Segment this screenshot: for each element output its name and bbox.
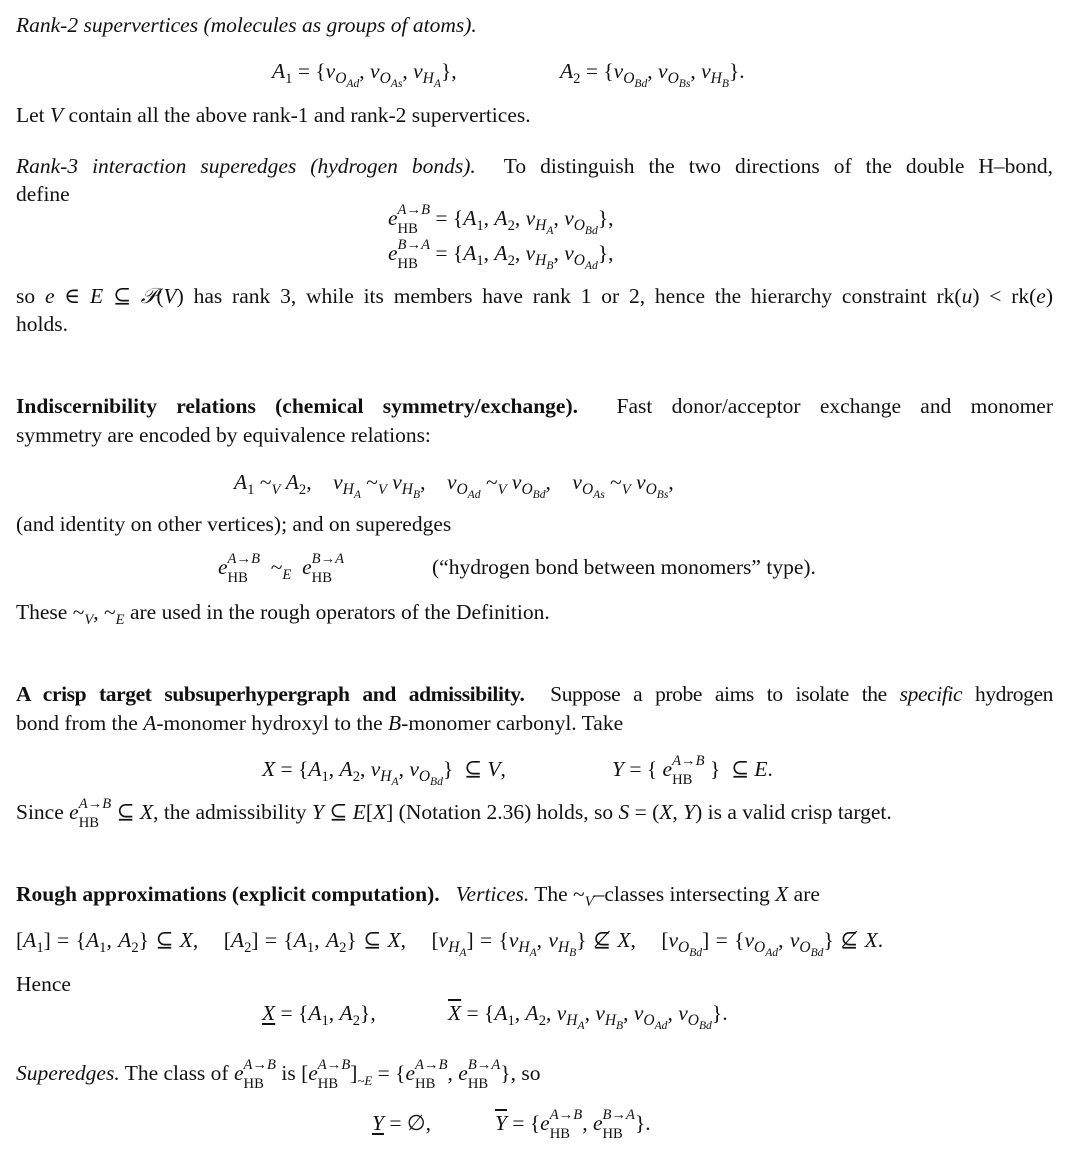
- rank2-heading: Rank-2 supervertices (molecules as groups of atoms).: [16, 13, 477, 37]
- rough-hence: Hence: [16, 972, 71, 996]
- indisc-intro-text: Fast donor/acceptor exchange and monomer: [616, 394, 1054, 418]
- rank3-after-line2: holds.: [16, 312, 68, 336]
- vertices-text-b: –classes intersecting: [593, 882, 770, 906]
- crisp-since-b: , the admissibility: [153, 800, 307, 824]
- rank2-after-text: Let V contain all the above rank-1 and rank-2 supervertices.: [16, 103, 531, 127]
- equation-lower-X: $X = \{A_1$, $A_2$},: [262, 1001, 376, 1030]
- superedges-text-c: , so: [510, 1061, 541, 1085]
- rank3-intro-line1: [16, 153, 1053, 181]
- crisp-since-d: is a valid crisp target.: [707, 800, 892, 824]
- superedges-label: Superedges.: [16, 1061, 120, 1085]
- indisc-mid-text: (and identity on other vertices); and on superedges: [16, 512, 452, 536]
- rank3-heading: Rank-3 interaction superedges (hydrogen bonds).: [16, 154, 476, 178]
- crisp-heading: A crisp target subsuperhypergraph and admissibility.: [16, 682, 525, 706]
- crisp-since-a: Since: [16, 800, 64, 824]
- crisp-intro2-b: -monomer hydroxyl to the: [156, 711, 383, 735]
- vertices-text-c: are: [793, 882, 820, 906]
- equation-A2: $A_2 = \{v_{O_{Bd}}$, $v_{O_{Bs}}$, $v_{H_B}$}.: [560, 59, 745, 91]
- equation-upper-X: $\overline{X} = \{A_1$, $A_2$, $v_{H_A}$, $v_{H_B}$, $v_{O_{Ad}}$, $v_{O_{Bd}}$}.: [448, 1001, 728, 1033]
- crisp-intro-b: hydrogen: [974, 682, 1053, 706]
- indisc-after-text: These $\sim_V$, $\sim_E$ are used in the rough operators of the Definition.: [16, 600, 550, 629]
- equation-edge-relation: e A→B HB $\sim_E$ e B→A HB: [218, 551, 345, 587]
- rank3-intro-line2: define: [16, 182, 70, 206]
- crisp-intro2-c: -monomer carbonyl. Take: [401, 711, 624, 735]
- equation-A1: $A_1 = \{v_{O_{Ad}}$, $v_{O_{As}}$, $v_{H_A}$},: [272, 59, 457, 91]
- equation-eHB-AB: e A→B HB = {$A_1$, $A_2$, $v_{H_A}$, $v_{O_{Bd}}$},: [388, 202, 614, 238]
- indisc-intro-line2: symmetry are encoded by equivalence relations:: [16, 423, 431, 447]
- crisp-intro2-a: bond from the: [16, 711, 138, 735]
- crisp-intro-line2: bond from the A-monomer hydroxyl to the B-monomer carbonyl. Take: [16, 711, 624, 735]
- superedges-line: Superedges. The class of e A→B HB is [e A→B HB ]$_{\sim E} = \{e$ A→B HB , e B→A HB }, so: [16, 1057, 541, 1093]
- vertices-text-a: The: [534, 882, 568, 906]
- superedges-text-b: is: [281, 1061, 296, 1085]
- crisp-intro-line1: [16, 681, 1053, 709]
- superedges-text-a: The class of: [124, 1061, 229, 1085]
- equation-classes: $[A_1] = \{A_1$, $A_2$} ⊆ X, $[A_2] = \{A_1$, $A_2$} ⊆ X, $[v_{H_A}] = \{v_{H_A}$, $v_{H_B}$} ⊈ X, $[v_{O_{Bd}}] = \{v_{O_{Ad}}$, $v_{O_{Bd}}$} ⊈ X.: [16, 928, 884, 960]
- edge-relation-note: (“hydrogen bond between monomers” type).: [432, 555, 816, 579]
- rank3-after-line1: so e ∈ E ⊆ 𝒫(V) has rank 3, while its members have rank 1 or 2, hence the hierarchy constraint rk(u) < rk(e): [16, 284, 1053, 308]
- equation-X: $X = \{A_1$, $A_2$, $v_{H_A}$, $v_{O_{Bd}}$} ⊆ V,: [262, 757, 506, 789]
- equation-indisc-relations: $A_1$ $\sim_V$ $A_2$, $v_{H_A}$ $\sim_V$ $v_{H_B}$, $v_{O_{Ad}}$ $\sim_V$ $v_{O_{Bd}}$, $v_{O_{As}}$ $\sim_V$ $v_{O_{Bs}}$,: [234, 470, 674, 502]
- vertices-label: Vertices.: [455, 882, 530, 906]
- equation-upper-Y: $\overline{Y} = \{e$ A→B HB , e B→A HB }.: [495, 1107, 651, 1143]
- equation-lower-Y: Y = ∅,: [372, 1111, 431, 1135]
- rough-heading: Rough approximations (explicit computation).: [16, 882, 440, 906]
- crisp-intro-a: Suppose a probe aims to isolate the: [550, 682, 887, 706]
- crisp-intro-emphasis: specific: [899, 682, 963, 706]
- indisc-after-rest: are used in the rough operators of the Definition.: [129, 600, 550, 624]
- crisp-since-c: (Notation 2.36) holds, so: [398, 800, 614, 824]
- indisc-intro-line1: [16, 393, 1053, 421]
- equation-eHB-BA: e B→A HB = {$A_1$, $A_2$, $v_{H_B}$, $v_{O_{Ad}}$},: [388, 237, 614, 273]
- rank3-intro-text: To distinguish the two directions of the double H–bond,: [503, 154, 1053, 178]
- crisp-since-text: Since e A→B HB ⊆ X, the admissibility Y ⊆ E[X] (Notation 2.36) holds, so S = (X, Y) is a valid crisp target.: [16, 796, 892, 832]
- indisc-heading: Indiscernibility relations (chemical symmetry/exchange).: [16, 394, 578, 418]
- equation-Y: Y = { e A→B HB } ⊆ E.: [612, 753, 773, 789]
- rough-intro-line: Rough approximations (explicit computation). Vertices. The $\sim_V$–classes intersecting X are: [16, 882, 820, 911]
